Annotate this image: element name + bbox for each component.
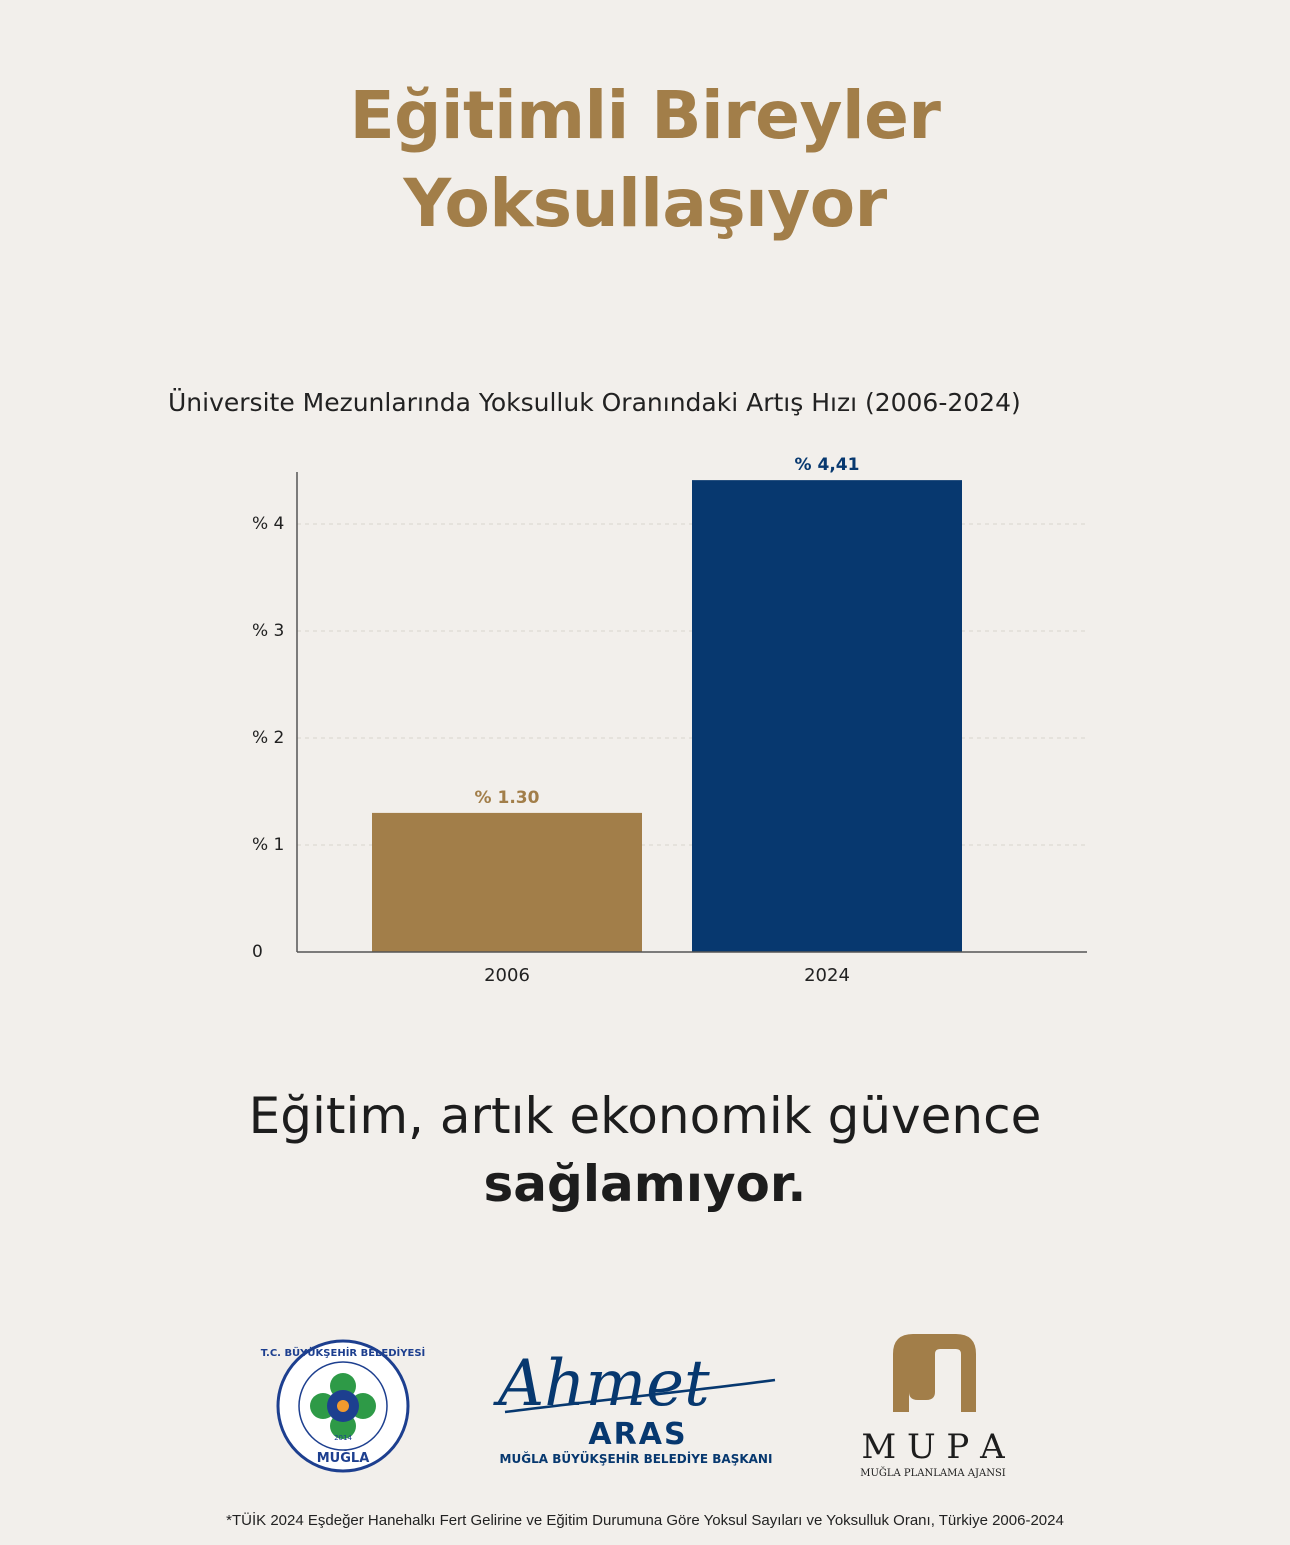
signature-surname: ARAS — [588, 1417, 688, 1452]
y-tick-label: % 1 — [252, 835, 285, 855]
y-tick-label: % 4 — [252, 514, 285, 534]
title-line-2: Yoksullaşıyor — [403, 165, 887, 242]
y-tick-label: % 2 — [252, 728, 285, 748]
signature-role: MUĞLA BÜYÜKŞEHİR BELEDİYE BAŞKANI — [499, 1452, 773, 1466]
tagline-line-2: sağlamıyor. — [483, 1155, 807, 1213]
source-footnote: *TÜİK 2024 Eşdeğer Hanehalkı Fert Gelirine ve Eğitim Durumuna Göre Yoksul Sayıları ve Yoksulluk Oranı, Türkiye 2006-2024 — [226, 1512, 1064, 1529]
chart-bars — [372, 480, 962, 952]
x-tick-label: 2006 — [484, 965, 530, 986]
chart-title: Üniversite Mezunlarında Yoksulluk Oranındaki Artış Hızı (2006-2024) — [168, 388, 1021, 417]
mupa-wordmark: M U P A — [861, 1427, 1005, 1467]
municipality-year: 2014 — [334, 1434, 352, 1442]
data-label-2024: % 4,41 — [794, 455, 860, 476]
signature-script: Ahmet — [498, 1347, 710, 1421]
mayor-signature-logo — [493, 1347, 775, 1466]
tagline — [0, 1082, 1290, 1218]
title-line-1: Eğitimli Bireyler — [349, 77, 941, 154]
bar-2006 — [372, 813, 642, 952]
municipality-seal-logo — [261, 1341, 426, 1471]
y-tick-label: % 3 — [252, 621, 285, 641]
tagline-line-1: Eğitim, artık ekonomik güvence — [248, 1087, 1042, 1145]
mupa-emblem-icon — [893, 1334, 976, 1412]
municipality-ring-text: T.C. BÜYÜKŞEHİR BELEDİYESİ — [260, 1348, 426, 1359]
y-tick-label: 0 — [252, 942, 263, 962]
logo-strip — [0, 1320, 1290, 1490]
mupa-logo — [860, 1334, 1006, 1479]
x-tick-label: 2024 — [804, 965, 850, 986]
municipality-city: MUĞLA — [316, 1451, 370, 1466]
data-label-2006: % 1.30 — [474, 787, 540, 808]
mupa-subtitle: MUĞLA PLANLAMA AJANSI — [860, 1468, 1006, 1479]
bar-2024 — [692, 480, 962, 952]
